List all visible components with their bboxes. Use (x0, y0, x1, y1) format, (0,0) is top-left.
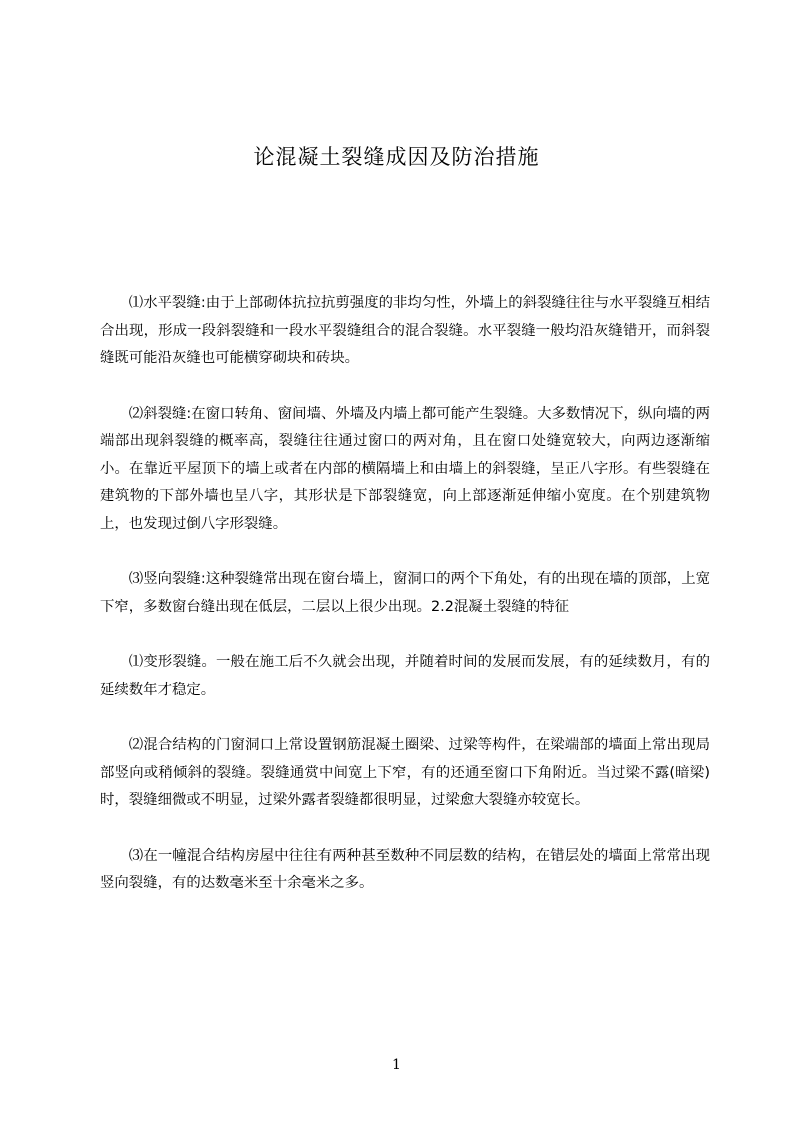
page-number: 1 (392, 1057, 401, 1073)
paragraph-split-level-cracks: ⑶在一幢混合结构房屋中往往有两种甚至数种不同层数的结构，在错层处的墙面上常常出现竖向裂缝，有的达数毫米至十余毫米之多。 (100, 847, 710, 891)
paragraph-deformation-cracks: ⑴变形裂缝。一般在施工后不久就会出现，并随着时间的发展而发展，有的延续数月，有的延续数年才稳定。 (100, 654, 710, 698)
body-text (100, 290, 710, 926)
paragraph-horizontal-cracks: ⑴水平裂缝:由于上部砌体抗拉抗剪强度的非均匀性，外墙上的斜裂缝往往与水平裂缝互相结合出现，形成一段斜裂缝和一段水平裂缝组合的混合裂缝。水平裂缝一般均沿灰缝错开，而斜裂缝既可能沿灰缝也可能横穿砌块和砖块。 (100, 295, 710, 366)
page-title: 论混凝土裂缝成因及防治措施 (253, 145, 540, 169)
paragraph-diagonal-cracks: ⑵斜裂缝:在窗口转角、窗间墙、外墙及内墙上都可能产生裂缝。大多数情况下，纵向墙的两端部出现斜裂缝的概率高，裂缝往往通过窗口的两对角，且在窗口处缝宽较大，向两边逐渐缩小。在靠近平屋顶下的墙上或者在内部的横隔墙上和由墙上的斜裂缝，呈正八字形。有些裂缝在建筑物的下部外墙也呈八字，其形状是下部裂缝宽，向上部逐渐延伸缩小宽度。在个别建筑物上，也发现过倒八字形裂缝。 (100, 405, 710, 532)
paragraph-vertical-cracks: ⑶竖向裂缝:这种裂缝常出现在窗台墙上，窗洞口的两个下角处，有的出现在墙的顶部，上宽下窄，多数窗台缝出现在低层，二层以上很少出现。2.2混凝土裂缝的特征 (100, 571, 710, 615)
paragraph-lintel-cracks: ⑵混合结构的门窗洞口上常设置钢筋混凝土圈梁、过梁等构件，在梁端部的墙面上常出现局部竖向或稍倾斜的裂缝。裂缝通赏中间宽上下窄，有的还通至窗口下角附近。当过梁不露(暗梁)时，裂缝细微或不明显，过梁外露者裂缝都很明显，过梁愈大裂缝亦较宽长。 (100, 737, 710, 808)
